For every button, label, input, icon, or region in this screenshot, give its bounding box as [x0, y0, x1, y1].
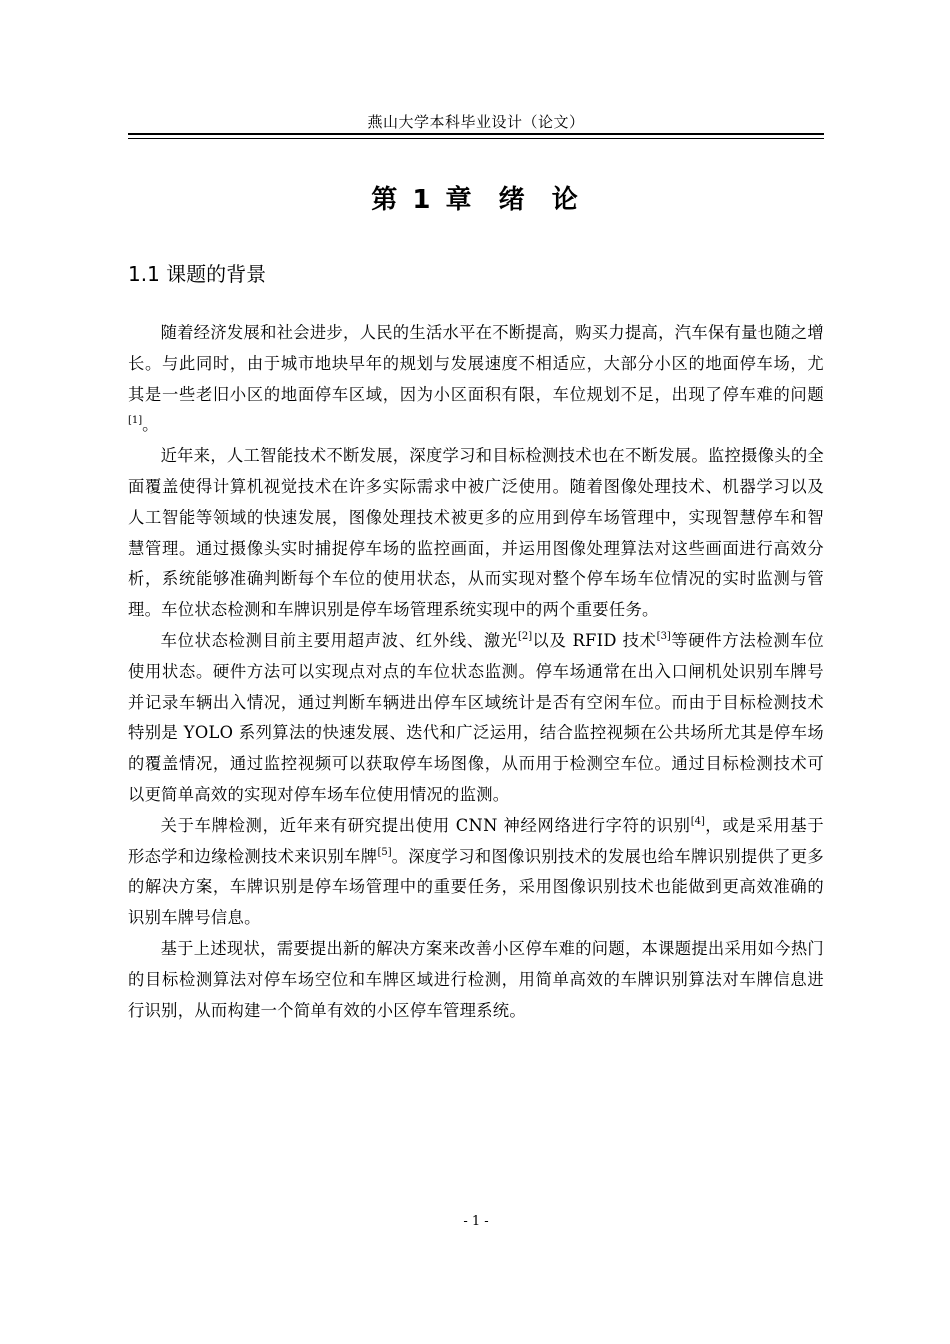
header-rule-thick [128, 133, 824, 135]
citation-ref: [4] [690, 815, 705, 827]
paragraph-background-1 [128, 318, 824, 441]
chapter-title: 第 1 章 绪 论 [371, 185, 581, 215]
paragraph-text: 车位状态检测目前主要用超声波、红外线、激光 [160, 630, 518, 650]
paragraph-background-5 [128, 934, 824, 1026]
page-number: - 1 - [463, 1214, 489, 1229]
citation-ref: [1] [128, 415, 143, 427]
paragraph-text: 随着经济发展和社会进步，人民的生活水平在不断提高，购买力提高，汽车保有量也随之增长。与此同时，由于城市地块早年的规划与发展速度不相适应，大部分小区的地面停车场，尤其是一些老旧小区的地面停车区域，因为小区面积有限，车位规划不足，出现了停车难的问题 [128, 323, 824, 404]
citation-ref: [5] [377, 846, 392, 858]
paragraph-text: 。 [142, 415, 159, 435]
body-text [128, 318, 824, 1026]
paragraph-text: 。深度学习和图像识别技术的发展也给车牌识别提供了更多的解决方案，车牌识别是停车场管理中的重要任务，采用图像识别技术也能做到更高效准确的识别车牌号信息。 [128, 846, 824, 928]
running-header: 燕山大学本科毕业设计（论文） [367, 113, 585, 131]
paragraph-background-3 [128, 626, 824, 811]
section-title: 1.1 课题的背景 [128, 262, 267, 286]
paragraph-text: 等硬件方法检测车位使用状态。硬件方法可以实现点对点的车位状态监测。停车场通常在出入口闸机处识别车牌号并记录车辆出入情况，通过判断车辆进出停车区域统计是否有空闲车位。而由于目标检测技术特别是 YOLO 系列算法的快速发展、迭代和广泛运用，结合监控视频在公共场所尤其是停车场的覆盖情况，通过监控视频可以获取停车场图像，从而用于检测空车位。通过目标检测技术可以更简单高效的实现对停车场车位使用情况的监测。 [128, 630, 824, 804]
paragraph-background-2 [128, 441, 824, 626]
paragraph-text: 以及 RFID 技术 [532, 630, 657, 650]
paragraph-text: ，或是采用基于形态学和边缘检测技术来识别车牌 [128, 815, 824, 866]
paragraph-text: 基于上述现状，需要提出新的解决方案来改善小区停车难的问题，本课题提出采用如今热门的目标检测算法对停车场空位和车牌区域进行检测，用简单高效的车牌识别算法对车牌信息进行识别，从而构建一个简单有效的小区停车管理系统。 [128, 938, 824, 1020]
citation-ref: [2] [517, 630, 533, 642]
paragraph-background-4 [128, 811, 824, 934]
header-rule-thin [128, 138, 824, 139]
paragraph-text: 近年来，人工智能技术不断发展，深度学习和目标检测技术也在不断发展。监控摄像头的全面覆盖使得计算机视觉技术在许多实际需求中被广泛使用。随着图像处理技术、机器学习以及人工智能等领域的快速发展，图像处理技术被更多的应用到停车场管理中，实现智慧停车和智慧管理。通过摄像头实时捕捉停车场的监控画面，并运用图像处理算法对这些画面进行高效分析，系统能够准确判断每个车位的使用状态，从而实现对整个停车场车位情况的实时监测与管理。车位状态检测和车牌识别是停车场管理系统实现中的两个重要任务。 [128, 446, 824, 620]
citation-ref: [3] [656, 630, 671, 642]
paragraph-text: 关于车牌检测，近年来有研究提出使用 CNN 神经网络进行字符的识别 [160, 815, 691, 835]
